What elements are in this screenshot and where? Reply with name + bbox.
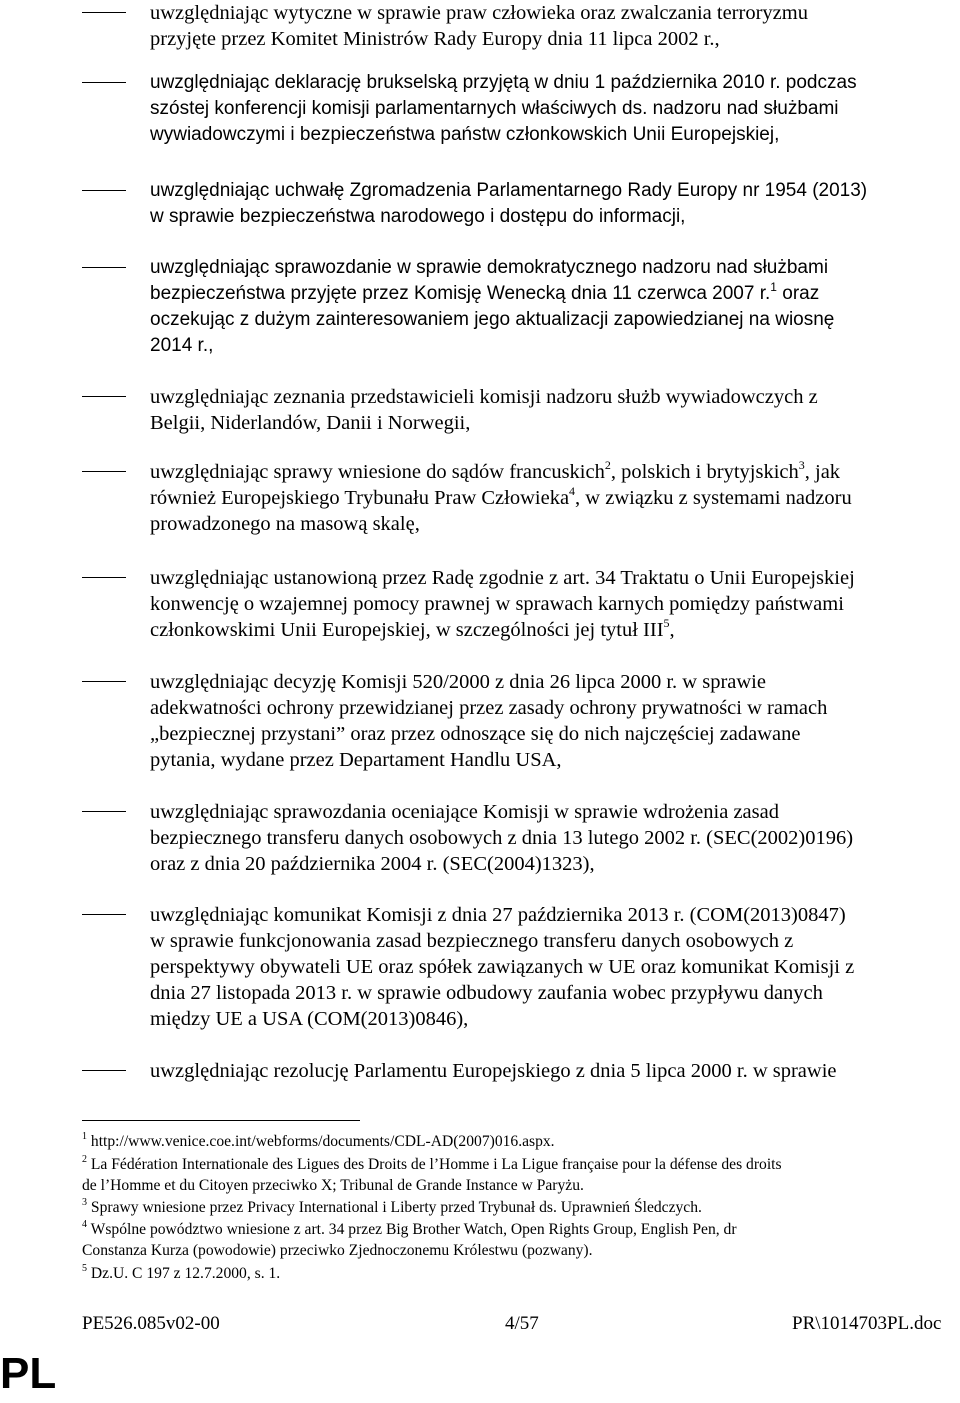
dash-bullet bbox=[82, 1070, 126, 1071]
dash-bullet bbox=[82, 12, 126, 13]
footer-file-ref: PR\1014703PL.doc bbox=[792, 1313, 942, 1334]
recital-text: uwzględniając uchwałę Zgromadzenia Parlamentarnego Rady Europy nr 1954 (2013) w sprawie bezpieczeństwa narodowego i dostępu do informacji, bbox=[150, 180, 868, 227]
footnote-link[interactable]: http://www.venice.coe.int/webforms/documents/CDL-AD(2007)016.aspx. bbox=[90, 1133, 555, 1150]
dash-bullet bbox=[82, 267, 126, 268]
recital-text: uwzględniając zeznania przedstawicieli komisji nadzoru służb wywiadowczych z Belgii, Niderlandów, Danii i Norwegii, bbox=[150, 386, 818, 434]
recital-text: uwzględniając sprawy wniesione do sądów francuskich$^2$, polskich i brytyjskich$^3$, jak również Europejskiego Trybunału Praw Człowieka$^4$, w związku z systemami nadzoru prowadzonego na masową skalę, bbox=[150, 458, 852, 535]
dash-bullet bbox=[82, 914, 126, 915]
dash-bullet bbox=[82, 190, 126, 191]
dash-bullet bbox=[82, 811, 126, 812]
dash-bullet bbox=[82, 577, 126, 578]
footnote-5: $^5$ Dz.U. C 197 z 12.7.2000, s. 1. bbox=[82, 1262, 281, 1282]
footnote-4: $^4$ Wspólne powództwo wniesione z art. 34 przez Big Brother Watch, Open Rights Group, English Pen, dr Constanza Kurza (powodowie) przeciwko Zjednoczonemu Królestwu (pozwany). bbox=[82, 1218, 737, 1259]
recital-text: uwzględniając deklarację brukselską przyjętą w dniu 1 października 2010 r. podczas szóstej konferencji komisji parlamentarnych właściwych ds. nadzoru nad służbami wywiadowczymi i bezpieczeństwa państw członkowskich Unii Europejskiej, bbox=[150, 72, 857, 145]
footer-doc-ref: PE526.085v02-00 bbox=[82, 1313, 220, 1334]
recital-text: uwzględniając ustanowioną przez Radę zgodnie z art. 34 Traktatu o Unii Europejskiej konwencję o wzajemnej pomocy prawnej w sprawach karnych pomiędzy państwami członkowskimi Unii Europejskiej, w szczególności jej tytuł III$^5$, bbox=[150, 567, 855, 641]
recital-text: uwzględniając decyzję Komisji 520/2000 z dnia 26 lipca 2000 r. w sprawie adekwatności ochrony przewidzianej przez zasady ochrony prywatności w ramach „bezpiecznej przystani” oraz przez odnoszące się do nich najczęściej zadawane pytania, wydane przez Departament Handlu USA, bbox=[150, 671, 828, 771]
recital-text: uwzględniając komunikat Komisji z dnia 27 października 2013 r. (COM(2013)0847) w sprawie funkcjonowania zasad bezpiecznego transferu danych osobowych z perspektywy obywateli UE oraz spółek zawiązanych w UE oraz komunikat Komisji z dnia 27 listopada 2013 r. w sprawie odbudowy zaufania wobec przypływu danych między UE a USA (COM(2013)0846), bbox=[150, 904, 855, 1030]
footnote-ref-1[interactable]: 1 bbox=[770, 279, 777, 294]
footer-page-number: 4/57 bbox=[505, 1313, 539, 1334]
recital-text: uwzględniając rezolucję Parlamentu Europejskiego z dnia 5 lipca 2000 r. w sprawie bbox=[150, 1060, 837, 1082]
language-code: PL bbox=[0, 1349, 57, 1398]
recital-text: uwzględniając sprawozdania oceniające Komisji w sprawie wdrożenia zasad bezpiecznego transferu danych osobowych z dnia 13 lutego 2002 r. (SEC(2002)0196) oraz z dnia 20 października 2004 r. (SEC(2004)1323), bbox=[150, 801, 854, 875]
footnote-1: $^1$ http://www.venice.coe.int/webforms/documents/CDL-AD(2007)016.aspx. bbox=[82, 1130, 555, 1150]
dash-bullet bbox=[82, 681, 126, 682]
footnote-ref-5[interactable]: 5 bbox=[663, 616, 670, 631]
recital-text: uwzględniając sprawozdanie w sprawie demokratycznego nadzoru nad służbami bezpieczeństwa przyjęte przez Komisję Wenecką dnia 11 czerwca 2007 r.$^1$ oraz oczekując z dużym zainteresowaniem jego aktualizacji zapowiedzianej na wiosnę 2014 r., bbox=[150, 257, 835, 356]
dash-bullet bbox=[82, 82, 126, 83]
footnote-ref-2[interactable]: 2 bbox=[604, 458, 611, 473]
footnote-3: $^3$ Sprawy wniesione przez Privacy International i Liberty przed Trybunał ds. Uprawnień Śledczych. bbox=[82, 1196, 702, 1216]
footnote-ref-4[interactable]: 4 bbox=[569, 484, 576, 499]
dash-bullet bbox=[82, 396, 126, 397]
footnote-separator bbox=[82, 1120, 360, 1121]
recital-text: uwzględniając wytyczne w sprawie praw człowieka oraz zwalczania terroryzmu przyjęte przez Komitet Ministrów Rady Europy dnia 11 lipca 2002 r., bbox=[150, 2, 808, 50]
footnote-ref-3[interactable]: 3 bbox=[798, 458, 805, 473]
footnote-2: $^2$ La Fédération Internationale des Ligues des Droits de l’Homme i La Ligue française pour la défense des droits de l’Homme et du Citoyen przeciwko X; Tribunal de Grande Instance w Paryżu. bbox=[82, 1153, 782, 1194]
dash-bullet bbox=[82, 471, 126, 472]
